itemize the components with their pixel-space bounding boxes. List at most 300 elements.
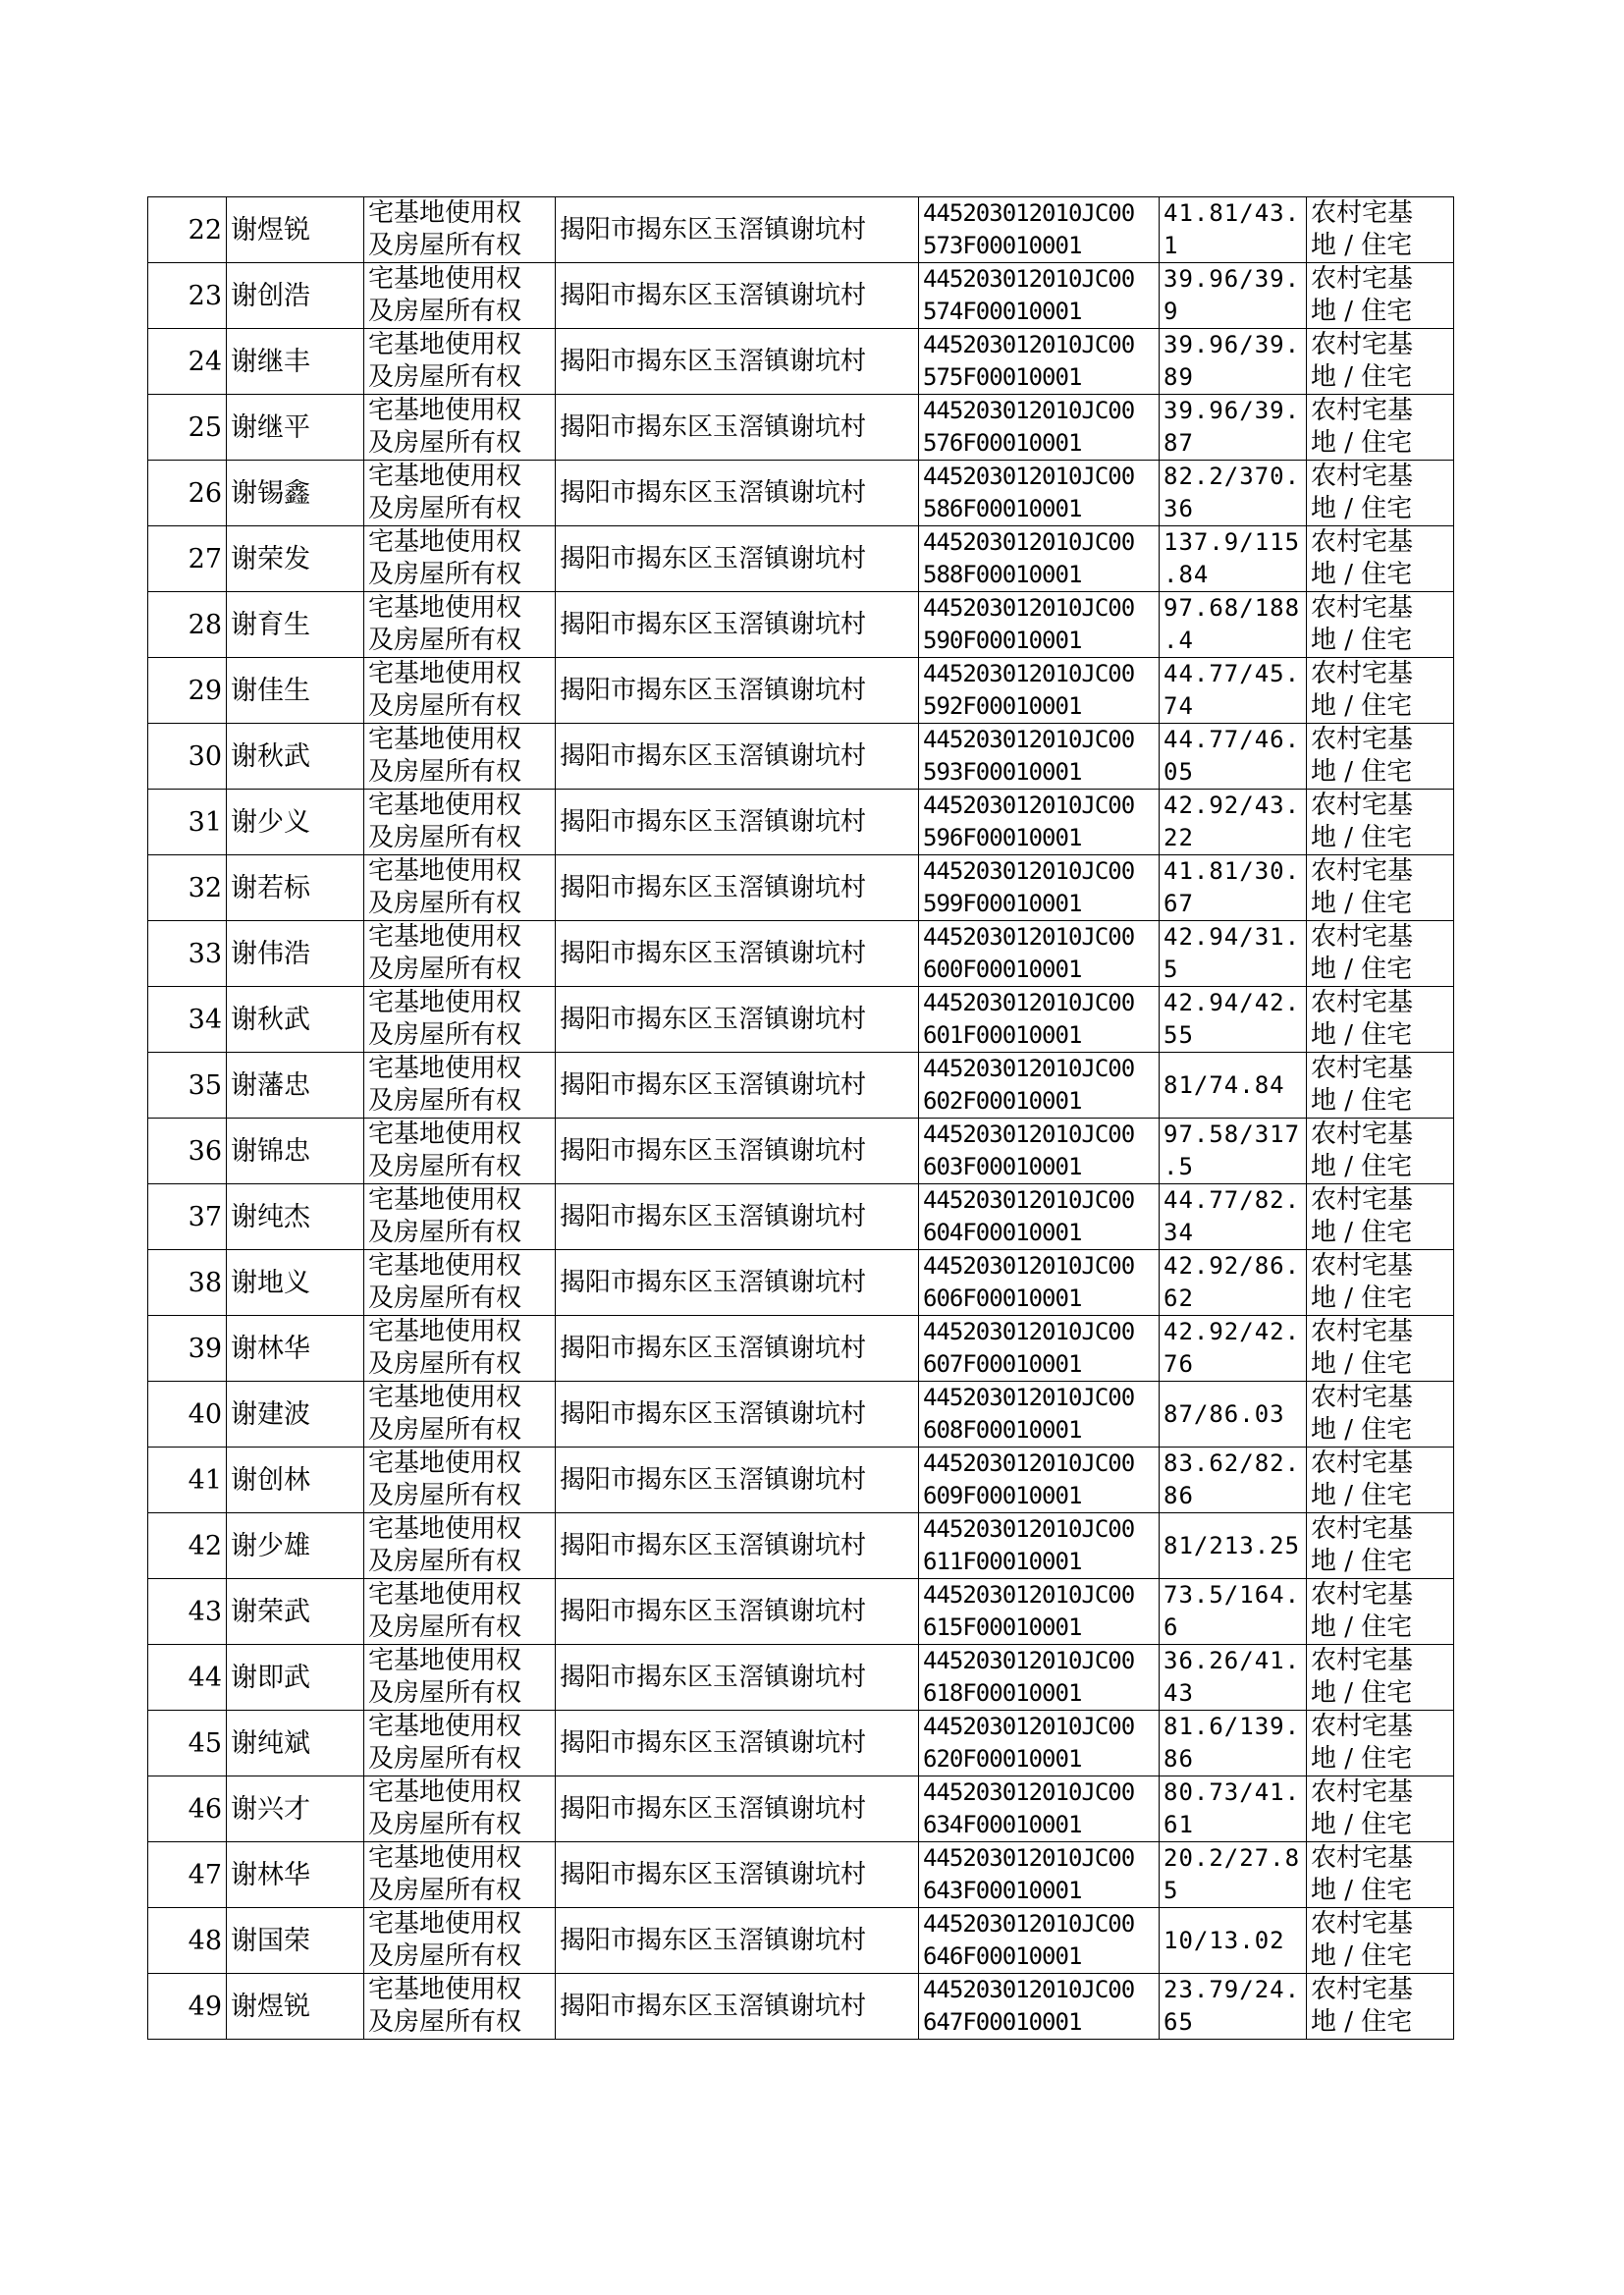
right-type-line-2: 及房屋所有权 (368, 889, 522, 918)
location: 揭阳市揭东区玉滘镇谢坑村 (560, 1004, 867, 1034)
land-use-line-1: 农村宅基 (1311, 1448, 1414, 1478)
area-line-1: 73.5/164. (1164, 1581, 1301, 1609)
owner-name: 谢伟浩 (231, 938, 310, 969)
right-type-cell (364, 263, 556, 329)
right-type-cell (364, 724, 556, 790)
parcel-code-line-2: 643F00010001 (923, 1877, 1082, 1904)
right-type-line-1: 宅基地使用权 (368, 1777, 522, 1807)
right-type-line-2: 及房屋所有权 (368, 1547, 522, 1576)
land-use-line-2: 地 / 住宅 (1311, 1810, 1413, 1839)
right-type-cell (364, 526, 556, 592)
right-type-cell (364, 790, 556, 855)
location-cell (556, 1513, 919, 1579)
row-number-cell (148, 987, 227, 1053)
row-number-cell (148, 1119, 227, 1184)
location-cell (556, 1842, 919, 1908)
owner-name: 谢纯杰 (231, 1201, 310, 1232)
area-cell (1160, 1053, 1307, 1119)
table-row (148, 1184, 1454, 1250)
land-use-line-2: 地 / 住宅 (1311, 1152, 1413, 1181)
owner-name-cell (227, 658, 364, 724)
area-cell (1160, 592, 1307, 658)
parcel-code-line-1: 445203012010JC00 (923, 989, 1135, 1016)
table-row (148, 263, 1454, 329)
parcel-code-line-1: 445203012010JC00 (923, 265, 1135, 293)
area-line-1: 80.73/41. (1164, 1778, 1301, 1806)
land-use-line-2: 地 / 住宅 (1311, 889, 1413, 918)
right-type-line-1: 宅基地使用权 (368, 1580, 522, 1610)
land-use-line-1: 农村宅基 (1311, 922, 1414, 952)
row-number: 47 (188, 1859, 222, 1890)
land-use-cell (1307, 395, 1454, 461)
land-use-line-2: 地 / 住宅 (1311, 626, 1413, 655)
area-line-2: .4 (1164, 627, 1194, 654)
land-use-line-1: 农村宅基 (1311, 1251, 1414, 1281)
area-line-1: 137.9/115 (1164, 528, 1301, 556)
right-type-line-1: 宅基地使用权 (368, 1054, 522, 1083)
land-use-cell (1307, 1513, 1454, 1579)
table-row (148, 658, 1454, 724)
land-use-cell (1307, 1448, 1454, 1513)
right-type-line-1: 宅基地使用权 (368, 198, 522, 228)
table-body (148, 197, 1454, 2040)
land-use-line-1: 农村宅基 (1311, 1317, 1414, 1346)
row-number-cell (148, 1250, 227, 1316)
row-number: 49 (188, 1991, 222, 2022)
parcel-code-line-1: 445203012010JC00 (923, 1713, 1135, 1740)
right-type-cell (364, 197, 556, 263)
location-cell (556, 1711, 919, 1776)
row-number: 36 (188, 1135, 222, 1167)
owner-name: 谢荣武 (231, 1596, 310, 1627)
area-line-2: 34 (1164, 1219, 1194, 1246)
land-use-line-2: 地 / 住宅 (1311, 428, 1413, 458)
land-use-line-2: 地 / 住宅 (1311, 1678, 1413, 1708)
area-line-1: 23.79/24. (1164, 1976, 1301, 2003)
area-cell (1160, 1250, 1307, 1316)
area-line-2: 61 (1164, 1811, 1194, 1838)
location: 揭阳市揭东区玉滘镇谢坑村 (560, 1398, 867, 1429)
parcel-code-line-2: 611F00010001 (923, 1548, 1082, 1575)
parcel-code-line-1: 445203012010JC00 (923, 1318, 1135, 1345)
area-line-2: 74 (1164, 692, 1194, 720)
right-type-cell (364, 1448, 556, 1513)
right-type-line-1: 宅基地使用权 (368, 1514, 522, 1544)
row-number: 25 (188, 411, 222, 443)
right-type-cell (364, 658, 556, 724)
land-use-line-1: 农村宅基 (1311, 1712, 1414, 1741)
right-type-line-1: 宅基地使用权 (368, 1712, 522, 1741)
location: 揭阳市揭东区玉滘镇谢坑村 (560, 1069, 867, 1100)
right-type-line-1: 宅基地使用权 (368, 396, 522, 425)
table-row (148, 461, 1454, 526)
right-type-line-2: 及房屋所有权 (368, 1349, 522, 1379)
owner-name-cell (227, 1974, 364, 2040)
parcel-code-cell (919, 1711, 1160, 1776)
area-cell (1160, 1579, 1307, 1645)
land-use-line-2: 地 / 住宅 (1311, 1547, 1413, 1576)
area-line-1: 42.92/42. (1164, 1318, 1301, 1345)
land-use-line-2: 地 / 住宅 (1311, 1876, 1413, 1905)
table-row (148, 1908, 1454, 1974)
row-number: 31 (188, 806, 222, 838)
parcel-code-line-2: 590F00010001 (923, 627, 1082, 654)
land-use-line-1: 农村宅基 (1311, 593, 1414, 623)
owner-name-cell (227, 329, 364, 395)
location-cell (556, 1184, 919, 1250)
row-number: 34 (188, 1004, 222, 1035)
owner-name-cell (227, 197, 364, 263)
table-row (148, 1776, 1454, 1842)
right-type-line-1: 宅基地使用权 (368, 659, 522, 688)
right-type-cell (364, 1250, 556, 1316)
right-type-line-1: 宅基地使用权 (368, 922, 522, 952)
parcel-code-line-1: 445203012010JC00 (923, 331, 1135, 358)
parcel-code-line-1: 445203012010JC00 (923, 1384, 1135, 1411)
row-number: 28 (188, 609, 222, 640)
land-use-line-2: 地 / 住宅 (1311, 362, 1413, 392)
row-number-cell (148, 1316, 227, 1382)
row-number-cell (148, 1776, 227, 1842)
parcel-code-cell (919, 1250, 1160, 1316)
owner-name: 谢少义 (231, 806, 310, 838)
table-row (148, 1711, 1454, 1776)
area-cell (1160, 724, 1307, 790)
right-type-line-1: 宅基地使用权 (368, 1251, 522, 1281)
right-type-line-1: 宅基地使用权 (368, 1909, 522, 1939)
parcel-code-line-2: 607F00010001 (923, 1350, 1082, 1378)
right-type-line-2: 及房屋所有权 (368, 823, 522, 852)
parcel-code-line-2: 593F00010001 (923, 758, 1082, 786)
location: 揭阳市揭东区玉滘镇谢坑村 (560, 938, 867, 968)
owner-name-cell (227, 1448, 364, 1513)
table-row (148, 1250, 1454, 1316)
table-row (148, 987, 1454, 1053)
land-use-line-2: 地 / 住宅 (1311, 1481, 1413, 1510)
row-number: 39 (188, 1333, 222, 1364)
owner-name-cell (227, 526, 364, 592)
owner-name-cell (227, 1250, 364, 1316)
area-line-1: 97.58/317 (1164, 1120, 1301, 1148)
location: 揭阳市揭东区玉滘镇谢坑村 (560, 214, 867, 245)
location: 揭阳市揭东区玉滘镇谢坑村 (560, 346, 867, 376)
row-number: 26 (188, 477, 222, 509)
area-line-2: 6 (1164, 1613, 1179, 1641)
location: 揭阳市揭东区玉滘镇谢坑村 (560, 806, 867, 837)
row-number-cell (148, 1842, 227, 1908)
parcel-code-line-2: 604F00010001 (923, 1219, 1082, 1246)
owner-name-cell (227, 1184, 364, 1250)
table-row (148, 1842, 1454, 1908)
owner-name-cell (227, 592, 364, 658)
right-type-line-2: 及房屋所有权 (368, 1481, 522, 1510)
area-cell (1160, 395, 1307, 461)
parcel-code-cell (919, 1579, 1160, 1645)
table-row (148, 329, 1454, 395)
land-use-line-1: 农村宅基 (1311, 988, 1414, 1017)
land-use-line-1: 农村宅基 (1311, 725, 1414, 754)
row-number-cell (148, 592, 227, 658)
location-cell (556, 921, 919, 987)
row-number: 40 (188, 1398, 222, 1430)
parcel-code-line-1: 445203012010JC00 (923, 1910, 1135, 1938)
area-line-1: 36.26/41. (1164, 1647, 1301, 1674)
owner-name-cell (227, 1316, 364, 1382)
parcel-code-cell (919, 987, 1160, 1053)
area-cell (1160, 461, 1307, 526)
right-type-line-2: 及房屋所有权 (368, 560, 522, 589)
location-cell (556, 724, 919, 790)
row-number: 32 (188, 872, 222, 903)
land-use-cell (1307, 855, 1454, 921)
parcel-code-line-2: 620F00010001 (923, 1745, 1082, 1773)
land-use-line-2: 地 / 住宅 (1311, 1349, 1413, 1379)
right-type-line-2: 及房屋所有权 (368, 1744, 522, 1774)
land-use-cell (1307, 526, 1454, 592)
location: 揭阳市揭东区玉滘镇谢坑村 (560, 280, 867, 310)
row-number-cell (148, 724, 227, 790)
area-line-2: 36 (1164, 495, 1194, 522)
area-cell (1160, 263, 1307, 329)
location: 揭阳市揭东区玉滘镇谢坑村 (560, 477, 867, 508)
land-use-line-1: 农村宅基 (1311, 1975, 1414, 2004)
parcel-code-cell (919, 1382, 1160, 1448)
row-number: 22 (188, 214, 222, 246)
land-use-line-2: 地 / 住宅 (1311, 757, 1413, 787)
parcel-code-line-1: 445203012010JC00 (923, 1055, 1135, 1082)
row-number-cell (148, 790, 227, 855)
parcel-code-line-2: 573F00010001 (923, 232, 1082, 259)
row-number: 37 (188, 1201, 222, 1232)
land-use-line-2: 地 / 住宅 (1311, 297, 1413, 326)
area-cell (1160, 1645, 1307, 1711)
row-number-cell (148, 1711, 227, 1776)
right-type-cell (364, 461, 556, 526)
row-number: 24 (188, 346, 222, 377)
location: 揭阳市揭东区玉滘镇谢坑村 (560, 675, 867, 705)
parcel-code-line-1: 445203012010JC00 (923, 528, 1135, 556)
row-number-cell (148, 1184, 227, 1250)
owner-name-cell (227, 1382, 364, 1448)
location-cell (556, 1382, 919, 1448)
area-line-1: 42.92/86. (1164, 1252, 1301, 1280)
right-type-line-1: 宅基地使用权 (368, 1317, 522, 1346)
parcel-code-line-1: 445203012010JC00 (923, 660, 1135, 687)
row-number-cell (148, 197, 227, 263)
location-cell (556, 329, 919, 395)
land-use-line-1: 农村宅基 (1311, 1909, 1414, 1939)
location-cell (556, 1053, 919, 1119)
owner-name-cell (227, 855, 364, 921)
owner-name: 谢煜锐 (231, 1991, 310, 2022)
right-type-line-1: 宅基地使用权 (368, 988, 522, 1017)
right-type-cell (364, 1316, 556, 1382)
area-line-2: 1 (1164, 232, 1179, 259)
right-type-line-2: 及房屋所有权 (368, 2007, 522, 2037)
parcel-code-line-2: 602F00010001 (923, 1087, 1082, 1115)
area-line-1: 42.92/43. (1164, 792, 1301, 819)
parcel-code-cell (919, 1184, 1160, 1250)
parcel-code-cell (919, 1119, 1160, 1184)
land-use-cell (1307, 790, 1454, 855)
location-cell (556, 1908, 919, 1974)
owner-name: 谢创林 (231, 1464, 310, 1496)
land-use-line-1: 农村宅基 (1311, 1054, 1414, 1083)
land-use-cell (1307, 1250, 1454, 1316)
table-row (148, 855, 1454, 921)
right-type-line-2: 及房屋所有权 (368, 1941, 522, 1971)
parcel-code-line-1: 445203012010JC00 (923, 199, 1135, 227)
location-cell (556, 197, 919, 263)
right-type-line-1: 宅基地使用权 (368, 856, 522, 886)
location-cell (556, 1119, 919, 1184)
owner-name: 谢煜锐 (231, 214, 310, 246)
parcel-code-cell (919, 1316, 1160, 1382)
location: 揭阳市揭东区玉滘镇谢坑村 (560, 1267, 867, 1297)
right-type-line-2: 及房屋所有权 (368, 691, 522, 721)
owner-name: 谢建波 (231, 1398, 310, 1430)
location-cell (556, 1645, 919, 1711)
land-use-line-2: 地 / 住宅 (1311, 231, 1413, 260)
area-cell (1160, 855, 1307, 921)
right-type-line-1: 宅基地使用权 (368, 1120, 522, 1149)
land-use-cell (1307, 1579, 1454, 1645)
right-type-line-2: 及房屋所有权 (368, 626, 522, 655)
land-use-line-2: 地 / 住宅 (1311, 691, 1413, 721)
right-type-cell (364, 921, 556, 987)
row-number: 33 (188, 938, 222, 969)
owner-name: 谢兴才 (231, 1793, 310, 1825)
right-type-cell (364, 592, 556, 658)
land-use-line-1: 农村宅基 (1311, 856, 1414, 886)
right-type-line-2: 及房屋所有权 (368, 1810, 522, 1839)
area-line-1: 39.96/39. (1164, 265, 1301, 293)
land-use-line-1: 农村宅基 (1311, 1383, 1414, 1412)
area-line-1: 97.68/188 (1164, 594, 1301, 622)
area-line-1: 44.77/82. (1164, 1186, 1301, 1214)
location-cell (556, 658, 919, 724)
right-type-line-2: 及房屋所有权 (368, 231, 522, 260)
area-cell (1160, 987, 1307, 1053)
owner-name-cell (227, 921, 364, 987)
right-type-cell (364, 1645, 556, 1711)
parcel-code-line-2: 588F00010001 (923, 561, 1082, 588)
parcel-code-cell (919, 658, 1160, 724)
right-type-line-2: 及房屋所有权 (368, 494, 522, 523)
area-cell (1160, 197, 1307, 263)
right-type-line-2: 及房屋所有权 (368, 1415, 522, 1445)
right-type-line-1: 宅基地使用权 (368, 330, 522, 359)
parcel-code-cell (919, 724, 1160, 790)
row-number: 29 (188, 675, 222, 706)
location-cell (556, 1448, 919, 1513)
location: 揭阳市揭东区玉滘镇谢坑村 (560, 1596, 867, 1626)
parcel-code-cell (919, 1842, 1160, 1908)
parcel-code-line-2: 592F00010001 (923, 692, 1082, 720)
owner-name-cell (227, 1776, 364, 1842)
land-use-line-2: 地 / 住宅 (1311, 1020, 1413, 1050)
area-line-1: 42.94/31. (1164, 923, 1301, 951)
row-number: 42 (188, 1530, 222, 1561)
location-cell (556, 790, 919, 855)
owner-name: 谢若标 (231, 872, 310, 903)
area-cell (1160, 1316, 1307, 1382)
right-type-cell (364, 329, 556, 395)
area-cell (1160, 1184, 1307, 1250)
right-type-line-1: 宅基地使用权 (368, 725, 522, 754)
parcel-code-line-2: 634F00010001 (923, 1811, 1082, 1838)
location: 揭阳市揭东区玉滘镇谢坑村 (560, 1464, 867, 1495)
row-number-cell (148, 1908, 227, 1974)
land-use-line-2: 地 / 住宅 (1311, 1415, 1413, 1445)
right-type-cell (364, 1842, 556, 1908)
location-cell (556, 592, 919, 658)
area-line-2: 9 (1164, 298, 1179, 325)
owner-name: 谢地义 (231, 1267, 310, 1298)
land-use-line-1: 农村宅基 (1311, 1185, 1414, 1215)
area-line-1: 81.6/139. (1164, 1713, 1301, 1740)
row-number-cell (148, 1448, 227, 1513)
parcel-code-line-2: 603F00010001 (923, 1153, 1082, 1180)
row-number: 30 (188, 740, 222, 772)
owner-name: 谢创浩 (231, 280, 310, 311)
parcel-code-line-1: 445203012010JC00 (923, 463, 1135, 490)
location: 揭阳市揭东区玉滘镇谢坑村 (560, 1925, 867, 1955)
area-line-1: 10/13.02 (1164, 1926, 1285, 1954)
location: 揭阳市揭东区玉滘镇谢坑村 (560, 609, 867, 639)
parcel-code-line-1: 445203012010JC00 (923, 594, 1135, 622)
area-cell (1160, 1842, 1307, 1908)
land-use-cell (1307, 329, 1454, 395)
parcel-code-line-2: 599F00010001 (923, 890, 1082, 917)
land-use-cell (1307, 1119, 1454, 1184)
area-line-1: 39.96/39. (1164, 397, 1301, 424)
parcel-code-line-1: 445203012010JC00 (923, 1778, 1135, 1806)
parcel-code-cell (919, 592, 1160, 658)
row-number-cell (148, 658, 227, 724)
location: 揭阳市揭东区玉滘镇谢坑村 (560, 1991, 867, 2021)
row-number-cell (148, 263, 227, 329)
right-type-line-2: 及房屋所有权 (368, 1612, 522, 1642)
parcel-code-line-1: 445203012010JC00 (923, 1844, 1135, 1872)
right-type-cell (364, 395, 556, 461)
area-cell (1160, 1119, 1307, 1184)
right-type-cell (364, 987, 556, 1053)
owner-name: 谢锦忠 (231, 1135, 310, 1167)
row-number-cell (148, 1513, 227, 1579)
owner-name-cell (227, 1579, 364, 1645)
area-line-2: 55 (1164, 1021, 1194, 1049)
right-type-line-1: 宅基地使用权 (368, 1448, 522, 1478)
location: 揭阳市揭东区玉滘镇谢坑村 (560, 411, 867, 442)
owner-name-cell (227, 461, 364, 526)
land-use-cell (1307, 1316, 1454, 1382)
land-use-line-1: 农村宅基 (1311, 1843, 1414, 1873)
table-row (148, 790, 1454, 855)
parcel-code-cell (919, 263, 1160, 329)
row-number: 38 (188, 1267, 222, 1298)
right-type-line-1: 宅基地使用权 (368, 593, 522, 623)
parcel-code-line-1: 445203012010JC00 (923, 792, 1135, 819)
area-line-1: 42.94/42. (1164, 989, 1301, 1016)
row-number-cell (148, 461, 227, 526)
location-cell (556, 526, 919, 592)
owner-name-cell (227, 1842, 364, 1908)
land-use-cell (1307, 1711, 1454, 1776)
right-type-line-2: 及房屋所有权 (368, 1218, 522, 1247)
right-type-cell (364, 1776, 556, 1842)
parcel-code-cell (919, 1776, 1160, 1842)
